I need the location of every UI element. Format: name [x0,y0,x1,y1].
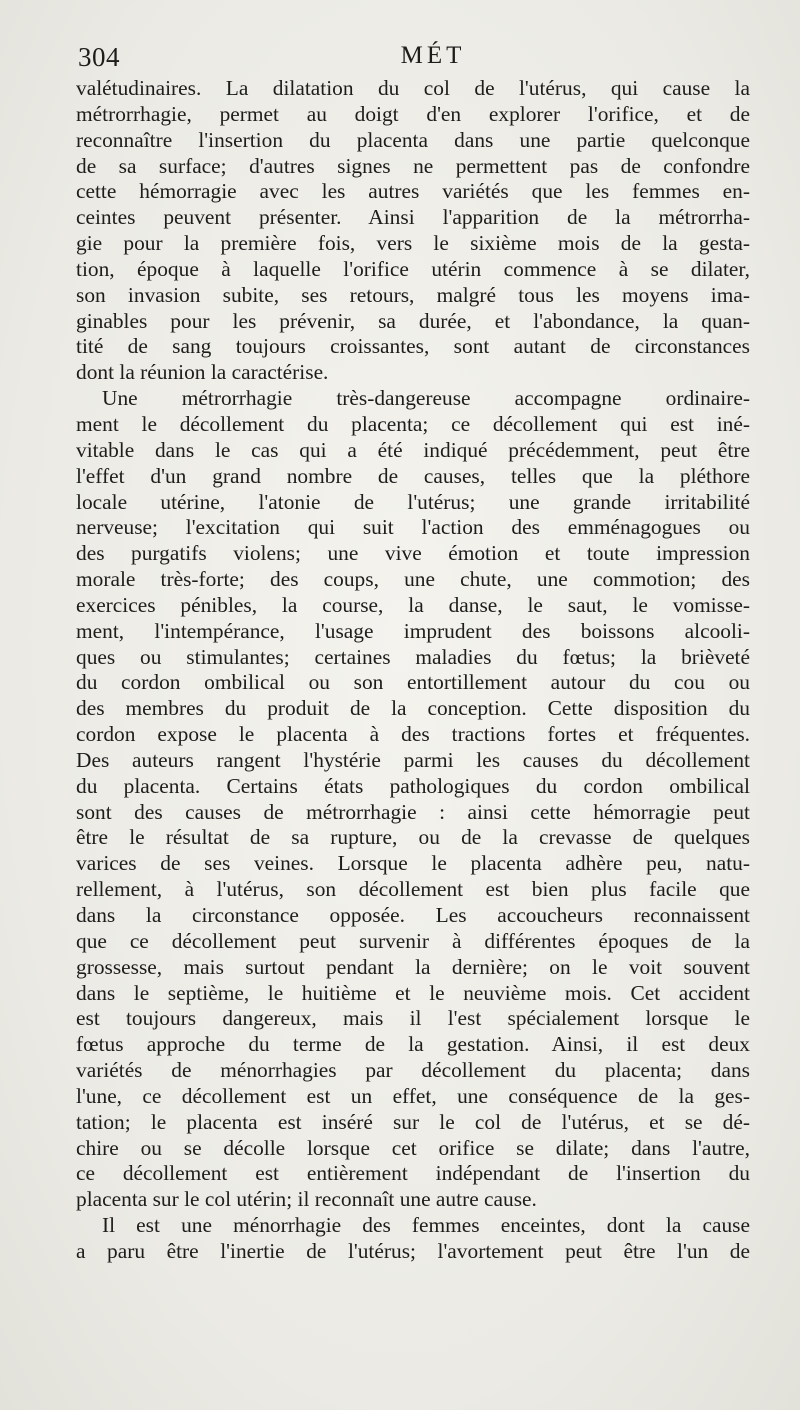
text-line: valétudinaires. La dilatation du col de l'utérus, qui cause la [76,76,750,100]
text-line: gie pour la première fois, vers le sixième mois de la gesta- [76,231,750,256]
text-line: dans la circonstance opposée. Les accoucheurs reconnaissent [76,903,750,927]
text-line: vitable dans le cas qui a été indiqué précédemment, peut être [76,437,750,462]
text-line: ques ou stimulantes; certaines maladies du fœtus; la brièveté [76,644,750,669]
text-line: dans le septième, le huitième et le neuvième mois. Cet accident [76,980,750,1005]
text-line: des membres du produit de la conception. Cette disposition du [76,696,750,721]
page-number: 304 [78,42,120,72]
text-line: a paru être l'inertie de l'utérus; l'avortement peut être l'un de [76,1238,750,1263]
text-line: tation; le placenta est inséré sur le col de l'utérus, et se dé- [76,1109,750,1134]
text-line: locale utérine, l'atonie de l'utérus; une grande irritabilité [76,489,750,514]
body-text [76,76,750,1265]
text-line: ment le décollement du placenta; ce décollement qui est iné- [76,411,750,436]
text-line: varices de ses veines. Lorsque le placenta adhère peu, natu- [76,851,750,876]
running-head: MÉT [400,42,466,69]
text-line: exercices pénibles, la course, la danse, le saut, le vomisse- [76,592,750,617]
text-line: cordon expose le placenta à des tractions fortes et fréquentes. [76,722,750,747]
text-line: être le résultat de sa rupture, ou de la crevasse de quelques [76,825,750,850]
text-line: ment, l'intempérance, l'usage imprudent des boissons alcooli- [76,618,750,643]
text-line: tion, époque à laquelle l'orifice utérin commence à se dilater, [76,256,750,281]
text-line: son invasion subite, ses retours, malgré tous les moyens ima- [76,282,750,307]
text-line: ceintes peuvent présenter. Ainsi l'apparition de la métrorrha- [76,205,750,230]
text-line: que ce décollement peut survenir à différentes époques de la [76,928,750,953]
text-line: sont des causes de métrorrhagie : ainsi cette hémorragie peut [76,799,750,824]
text-line: variétés de ménorrhagies par décollement du placenta; dans [76,1058,750,1083]
paragraph [76,386,750,1213]
text-line: fœtus approche du terme de la gestation. Ainsi, il est deux [76,1032,750,1057]
text-line: métrorrhagie, permet au doigt d'en explorer l'orifice, et de [76,101,750,126]
page-header [78,42,748,76]
text-line: ce décollement est entièrement indépendant de l'insertion du [76,1161,750,1186]
text-line: l'effet d'un grand nombre de causes, telles que la pléthore [76,463,750,488]
paragraph [76,76,750,386]
text-line: dont la réunion la caractérise. [76,360,329,385]
text-line: morale très-forte; des coups, une chute, une commotion; des [76,567,750,592]
paragraph [76,1213,750,1265]
text-line: Une métrorrhagie très-dangereuse accompagne ordinaire- [102,386,750,411]
text-line: rellement, à l'utérus, son décollement est bien plus facile que [76,877,750,902]
text-line: ginables pour les prévenir, sa durée, et l'abondance, la quan- [76,308,750,333]
text-line: nerveuse; l'excitation qui suit l'action des emménagogues ou [76,515,750,540]
text-line: placenta sur le col utérin; il reconnaît une autre cause. [76,1187,537,1212]
text-line: est toujours dangereux, mais il l'est spécialement lorsque le [76,1006,750,1031]
text-line: reconnaître l'insertion du placenta dans une partie quelconque [76,127,750,152]
text-line: Il est une ménorrhagie des femmes enceintes, dont la cause [102,1213,750,1238]
text-line: grossesse, mais surtout pendant la dernière; on le voit souvent [76,954,750,979]
text-line: cette hémorragie avec les autres variétés que les femmes en- [76,179,750,204]
text-line: l'une, ce décollement est un effet, une conséquence de la ges- [76,1083,750,1108]
text-line: chire ou se décolle lorsque cet orifice se dilate; dans l'autre, [76,1135,750,1160]
text-line: Des auteurs rangent l'hystérie parmi les causes du décollement [76,747,750,772]
text-line: de sa surface; d'autres signes ne permettent pas de confondre [76,153,750,178]
text-line: tité de sang toujours croissantes, sont autant de circonstances [76,334,750,359]
text-line: du cordon ombilical ou son entortillement autour du cou ou [76,670,750,695]
text-line: du placenta. Certains états pathologiques du cordon ombilical [76,773,750,798]
text-line: des purgatifs violens; une vive émotion et toute impression [76,541,750,566]
